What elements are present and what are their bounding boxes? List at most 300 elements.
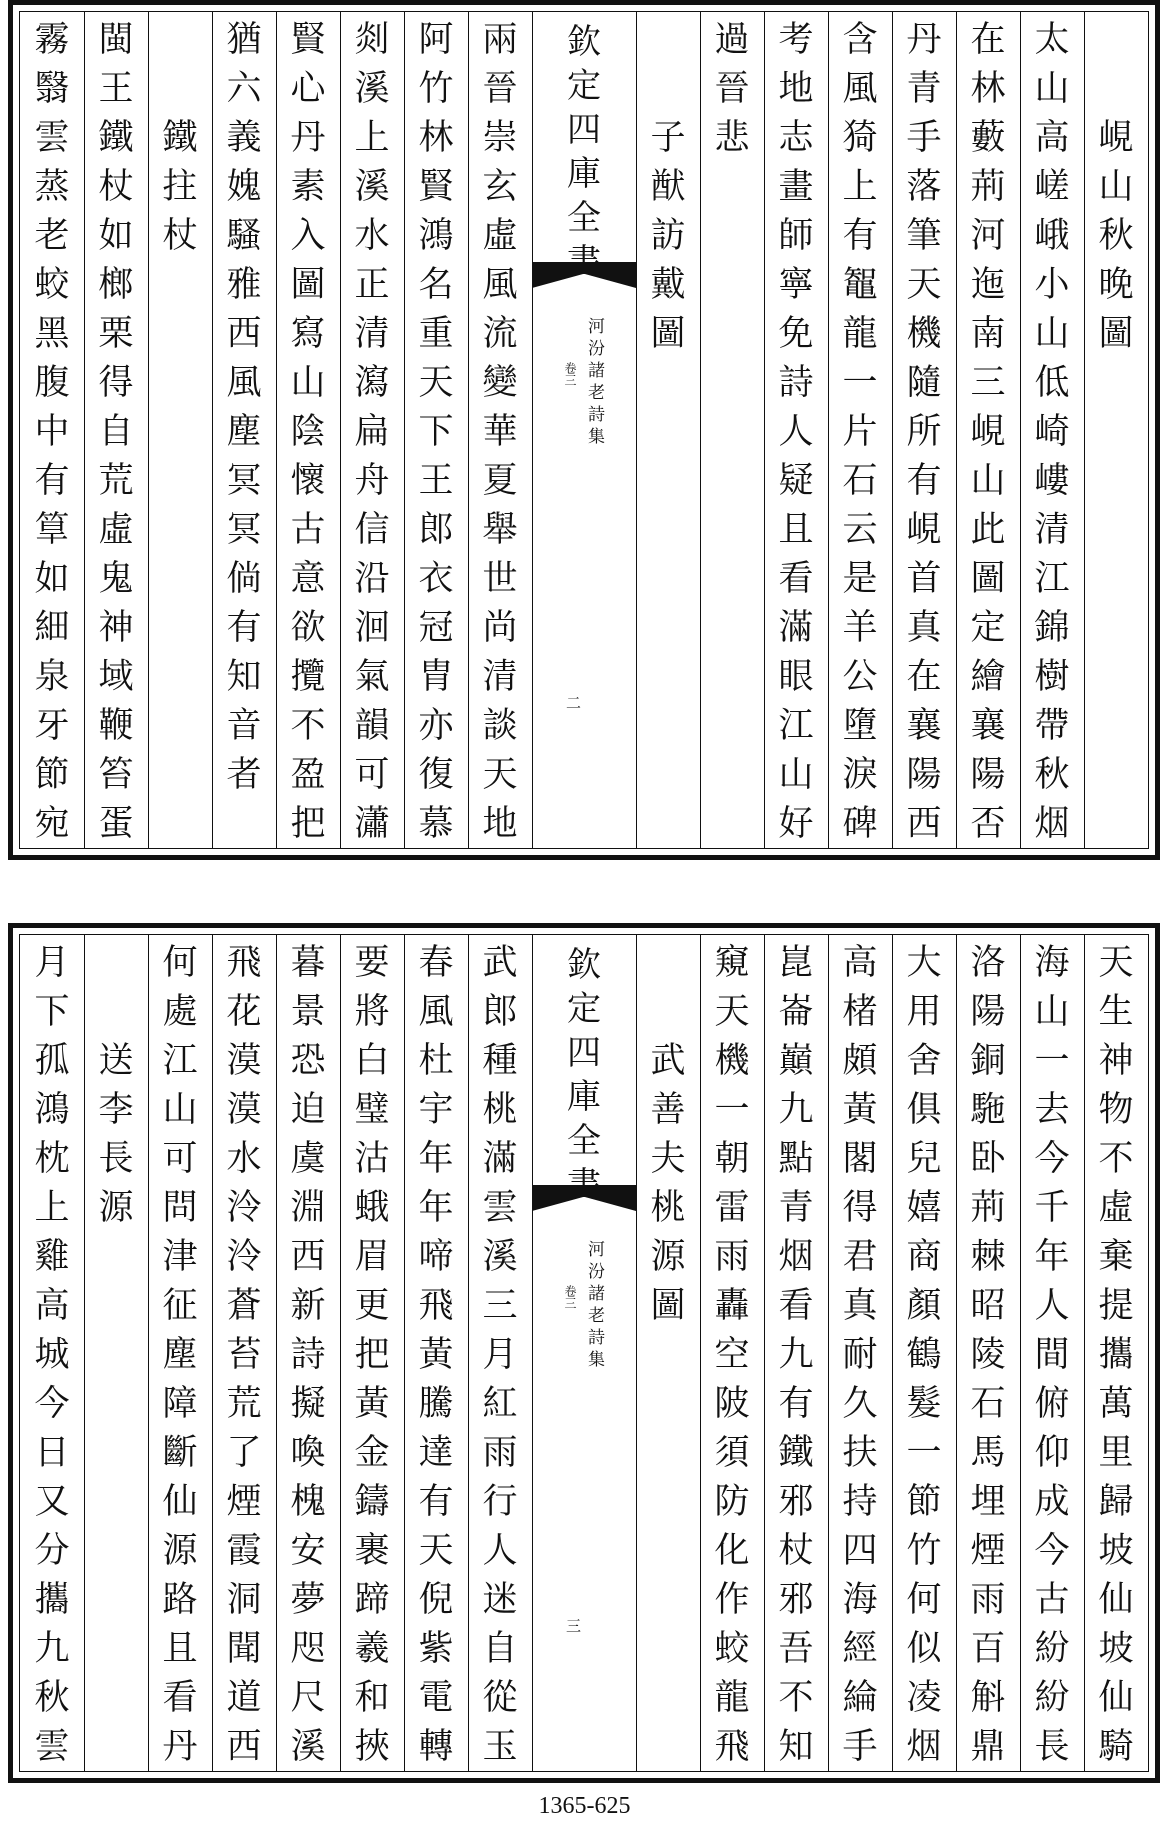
character: 駞 bbox=[970, 1090, 1006, 1130]
text-column bbox=[956, 16, 1020, 844]
character: 經 bbox=[842, 1629, 878, 1669]
character: 四 bbox=[567, 110, 601, 150]
character: 漠 bbox=[226, 1090, 262, 1130]
character: 媿 bbox=[226, 167, 262, 207]
character: 將 bbox=[354, 992, 390, 1032]
character: 太 bbox=[1034, 20, 1070, 60]
column-rule bbox=[212, 12, 213, 848]
library-title bbox=[532, 20, 636, 284]
character: 防 bbox=[714, 1482, 750, 1522]
text-column bbox=[892, 939, 956, 1767]
character: 杖 bbox=[162, 216, 198, 256]
character: 小 bbox=[1034, 265, 1070, 305]
character: 山 bbox=[162, 1090, 198, 1130]
character: 鴻 bbox=[418, 216, 454, 256]
character: 懷 bbox=[290, 461, 326, 501]
juan-label: 卷三 bbox=[563, 1285, 577, 1309]
character: 錦 bbox=[1034, 608, 1070, 648]
character: 水 bbox=[354, 216, 390, 256]
character: 眼 bbox=[778, 657, 814, 697]
character: 襄 bbox=[906, 706, 942, 746]
character: 蛋 bbox=[98, 804, 134, 844]
character: 慕 bbox=[418, 804, 454, 844]
character: 正 bbox=[354, 265, 390, 305]
character: 崇 bbox=[482, 118, 518, 158]
character: 空 bbox=[714, 1335, 750, 1375]
character: 源 bbox=[650, 1237, 686, 1277]
character: 更 bbox=[354, 1286, 390, 1326]
character: 山 bbox=[1034, 992, 1070, 1032]
character: 風 bbox=[418, 992, 454, 1032]
character: 洞 bbox=[226, 1580, 262, 1620]
character: 筸 bbox=[34, 510, 70, 550]
column-rule bbox=[956, 12, 957, 848]
character: 夏 bbox=[482, 461, 518, 501]
character: 諸 bbox=[588, 1284, 605, 1304]
character: 青 bbox=[906, 69, 942, 109]
character: 雨 bbox=[482, 1433, 518, 1473]
character: 腹 bbox=[34, 363, 70, 403]
character: 征 bbox=[162, 1286, 198, 1326]
character: 牙 bbox=[34, 706, 70, 746]
character: 要 bbox=[354, 943, 390, 983]
book-title bbox=[588, 1239, 605, 1371]
character: 何 bbox=[906, 1580, 942, 1620]
character: 今 bbox=[1034, 1531, 1070, 1571]
character: 一 bbox=[714, 1090, 750, 1130]
character: 細 bbox=[34, 608, 70, 648]
character: 高 bbox=[842, 943, 878, 983]
character: 下 bbox=[418, 412, 454, 452]
character: 月 bbox=[482, 1335, 518, 1375]
character: 鐵 bbox=[162, 118, 198, 158]
character: 作 bbox=[714, 1580, 750, 1620]
character: 師 bbox=[778, 216, 814, 256]
character: 全 bbox=[567, 198, 601, 238]
text-column bbox=[1084, 939, 1148, 1767]
character: 荊 bbox=[970, 1188, 1006, 1228]
character: 巔 bbox=[778, 1041, 814, 1081]
character: 卧 bbox=[970, 1139, 1006, 1179]
column-rule bbox=[700, 12, 701, 848]
character: 烟 bbox=[1034, 804, 1070, 844]
juan-label: 卷三 bbox=[563, 362, 577, 386]
character: 龍 bbox=[842, 314, 878, 354]
character: 人 bbox=[482, 1531, 518, 1571]
page-frame bbox=[19, 11, 1149, 849]
character: 寧 bbox=[778, 265, 814, 305]
character: 霞 bbox=[226, 1531, 262, 1571]
column-rule bbox=[1084, 12, 1085, 848]
character: 似 bbox=[906, 1629, 942, 1669]
character: 高 bbox=[34, 1286, 70, 1326]
character: 如 bbox=[98, 216, 134, 256]
character: 年 bbox=[418, 1188, 454, 1228]
character: 夫 bbox=[650, 1139, 686, 1179]
character: 舍 bbox=[906, 1041, 942, 1081]
character: 龍 bbox=[714, 1678, 750, 1718]
column-rule bbox=[340, 935, 341, 1771]
character: 笞 bbox=[98, 755, 134, 795]
character: 玄 bbox=[482, 167, 518, 207]
character: 善 bbox=[650, 1090, 686, 1130]
character: 金 bbox=[354, 1433, 390, 1473]
character: 滿 bbox=[482, 1139, 518, 1179]
character: 騰 bbox=[418, 1384, 454, 1424]
character: 槐 bbox=[290, 1482, 326, 1522]
character: 轟 bbox=[714, 1286, 750, 1326]
character: 峴 bbox=[1098, 118, 1134, 158]
column-rule bbox=[148, 12, 149, 848]
character: 綸 bbox=[842, 1678, 878, 1718]
character: 間 bbox=[1034, 1335, 1070, 1375]
character: 黑 bbox=[34, 314, 70, 354]
character: 低 bbox=[1034, 363, 1070, 403]
character: 氣 bbox=[354, 657, 390, 697]
character: 紫 bbox=[418, 1629, 454, 1669]
character: 汾 bbox=[588, 1262, 605, 1282]
character: 棘 bbox=[970, 1237, 1006, 1277]
character: 提 bbox=[1098, 1286, 1134, 1326]
character: 鶴 bbox=[906, 1335, 942, 1375]
character: 武 bbox=[650, 1041, 686, 1081]
character: 今 bbox=[34, 1384, 70, 1424]
character: 陂 bbox=[714, 1384, 750, 1424]
character: 仙 bbox=[162, 1482, 198, 1522]
character: 紛 bbox=[1034, 1629, 1070, 1669]
character: 杖 bbox=[98, 167, 134, 207]
character: 把 bbox=[354, 1335, 390, 1375]
character: 夢 bbox=[290, 1580, 326, 1620]
character: 心 bbox=[290, 69, 326, 109]
character: 得 bbox=[98, 363, 134, 403]
character: 耐 bbox=[842, 1335, 878, 1375]
character: 海 bbox=[1034, 943, 1070, 983]
text-column bbox=[468, 939, 532, 1767]
character: 天 bbox=[1098, 943, 1134, 983]
character: 亦 bbox=[418, 706, 454, 746]
character: 王 bbox=[418, 461, 454, 501]
character: 持 bbox=[842, 1482, 878, 1522]
character: 河 bbox=[970, 216, 1006, 256]
character: 倘 bbox=[226, 559, 262, 599]
fold-rule bbox=[636, 935, 637, 1771]
character: 墮 bbox=[842, 706, 878, 746]
character: 古 bbox=[290, 510, 326, 550]
character: 又 bbox=[34, 1482, 70, 1522]
character: 兒 bbox=[906, 1139, 942, 1179]
character: 名 bbox=[418, 265, 454, 305]
character: 襄 bbox=[970, 706, 1006, 746]
character: 帶 bbox=[1034, 706, 1070, 746]
character: 雅 bbox=[226, 265, 262, 305]
character: 詩 bbox=[778, 363, 814, 403]
character: 騷 bbox=[226, 216, 262, 256]
character: 一 bbox=[1034, 1041, 1070, 1081]
character: 迫 bbox=[290, 1090, 326, 1130]
character: 藪 bbox=[970, 118, 1006, 158]
character: 看 bbox=[778, 1286, 814, 1326]
character: 山 bbox=[1098, 167, 1134, 207]
character: 阿 bbox=[418, 20, 454, 60]
character: 九 bbox=[778, 1335, 814, 1375]
character: 圖 bbox=[1098, 314, 1134, 354]
character: 石 bbox=[842, 461, 878, 501]
character: 有 bbox=[418, 1482, 454, 1522]
character: 上 bbox=[842, 167, 878, 207]
character: 意 bbox=[290, 559, 326, 599]
character: 猗 bbox=[842, 118, 878, 158]
character: 邪 bbox=[778, 1580, 814, 1620]
character: 山 bbox=[1034, 69, 1070, 109]
character: 蒼 bbox=[226, 1286, 262, 1326]
character: 榔 bbox=[98, 265, 134, 305]
character: 可 bbox=[162, 1139, 198, 1179]
character: 坡 bbox=[1098, 1531, 1134, 1571]
character: 知 bbox=[226, 657, 262, 697]
character: 障 bbox=[162, 1384, 198, 1424]
center-fold-strip bbox=[532, 935, 636, 1771]
character: 滿 bbox=[778, 608, 814, 648]
character: 虛 bbox=[98, 510, 134, 550]
character: 素 bbox=[290, 167, 326, 207]
character: 攜 bbox=[34, 1580, 70, 1620]
center-fold-strip bbox=[532, 12, 636, 848]
character: 得 bbox=[842, 1188, 878, 1228]
character: 武 bbox=[482, 943, 518, 983]
character: 王 bbox=[98, 69, 134, 109]
character: 塵 bbox=[226, 412, 262, 452]
character: 筆 bbox=[906, 216, 942, 256]
character: 聞 bbox=[226, 1629, 262, 1669]
character: 欲 bbox=[290, 608, 326, 648]
character: 陽 bbox=[906, 755, 942, 795]
character: 昭 bbox=[970, 1286, 1006, 1326]
character: 吾 bbox=[778, 1629, 814, 1669]
character: 晉 bbox=[714, 69, 750, 109]
character: 萬 bbox=[1098, 1384, 1134, 1424]
character: 林 bbox=[970, 69, 1006, 109]
text-column bbox=[212, 16, 276, 844]
character: 自 bbox=[482, 1629, 518, 1669]
character: 重 bbox=[418, 314, 454, 354]
text-column bbox=[828, 939, 892, 1767]
character: 嶁 bbox=[1034, 461, 1070, 501]
character: 復 bbox=[418, 755, 454, 795]
character: 秋 bbox=[34, 1678, 70, 1718]
character: 白 bbox=[354, 1041, 390, 1081]
character: 歸 bbox=[1098, 1482, 1134, 1522]
character: 宛 bbox=[34, 804, 70, 844]
character: 喚 bbox=[290, 1433, 326, 1473]
text-column bbox=[1020, 16, 1084, 844]
character: 有 bbox=[226, 608, 262, 648]
character: 是 bbox=[842, 559, 878, 599]
character: 沽 bbox=[354, 1139, 390, 1179]
character: 義 bbox=[226, 118, 262, 158]
character: 欽 bbox=[567, 945, 601, 985]
column-rule bbox=[468, 935, 469, 1771]
character: 圖 bbox=[650, 314, 686, 354]
character: 尺 bbox=[290, 1678, 326, 1718]
character: 年 bbox=[418, 1139, 454, 1179]
character: 疑 bbox=[778, 461, 814, 501]
character: 和 bbox=[354, 1678, 390, 1718]
character: 峴 bbox=[906, 510, 942, 550]
character: 處 bbox=[162, 992, 198, 1032]
character: 鴻 bbox=[34, 1090, 70, 1130]
character: 悲 bbox=[714, 118, 750, 158]
character: 雲 bbox=[34, 118, 70, 158]
character: 擬 bbox=[290, 1384, 326, 1424]
character: 手 bbox=[842, 1727, 878, 1767]
character: 舟 bbox=[354, 461, 390, 501]
character: 用 bbox=[906, 992, 942, 1032]
character: 桃 bbox=[482, 1090, 518, 1130]
character: 六 bbox=[226, 69, 262, 109]
character: 津 bbox=[162, 1237, 198, 1277]
character: 看 bbox=[162, 1678, 198, 1718]
character: 且 bbox=[162, 1629, 198, 1669]
character: 新 bbox=[290, 1286, 326, 1326]
character: 中 bbox=[34, 412, 70, 452]
character: 霧 bbox=[34, 20, 70, 60]
character: 竹 bbox=[418, 69, 454, 109]
character: 俱 bbox=[906, 1090, 942, 1130]
character: 天 bbox=[906, 265, 942, 305]
character: 仰 bbox=[1034, 1433, 1070, 1473]
character: 韻 bbox=[354, 706, 390, 746]
character: 邪 bbox=[778, 1482, 814, 1522]
character: 有 bbox=[842, 216, 878, 256]
text-column bbox=[892, 16, 956, 844]
character: 咫 bbox=[290, 1629, 326, 1669]
character: 羊 bbox=[842, 608, 878, 648]
character: 杜 bbox=[418, 1041, 454, 1081]
character: 朝 bbox=[714, 1139, 750, 1179]
character: 域 bbox=[98, 657, 134, 697]
character: 天 bbox=[418, 363, 454, 403]
character: 蛾 bbox=[354, 1188, 390, 1228]
page-upper bbox=[8, 0, 1160, 860]
text-column bbox=[764, 16, 828, 844]
character: 鐵 bbox=[98, 118, 134, 158]
character: 嬉 bbox=[906, 1188, 942, 1228]
character: 嵯 bbox=[1034, 167, 1070, 207]
character: 古 bbox=[1034, 1580, 1070, 1620]
character: 繪 bbox=[970, 657, 1006, 697]
character: 免 bbox=[778, 314, 814, 354]
character: 世 bbox=[482, 559, 518, 599]
character: 裹 bbox=[354, 1531, 390, 1571]
column-rule bbox=[84, 12, 85, 848]
character: 眉 bbox=[354, 1237, 390, 1277]
character: 泠 bbox=[226, 1237, 262, 1277]
character: 璧 bbox=[354, 1090, 390, 1130]
character: 風 bbox=[226, 363, 262, 403]
character: 音 bbox=[226, 706, 262, 746]
column-rule bbox=[892, 935, 893, 1771]
column-rule bbox=[276, 935, 277, 1771]
character: 人 bbox=[778, 412, 814, 452]
character: 源 bbox=[98, 1188, 134, 1228]
character: 公 bbox=[842, 657, 878, 697]
character: 窺 bbox=[714, 943, 750, 983]
character: 大 bbox=[906, 943, 942, 983]
character: 泠 bbox=[226, 1188, 262, 1228]
character: 洛 bbox=[970, 943, 1006, 983]
character: 尚 bbox=[482, 608, 518, 648]
character: 電 bbox=[418, 1678, 454, 1718]
character: 須 bbox=[714, 1433, 750, 1473]
character: 長 bbox=[1034, 1727, 1070, 1767]
page-lower bbox=[8, 923, 1160, 1783]
column-rule bbox=[1020, 935, 1021, 1771]
character: 峨 bbox=[1034, 216, 1070, 256]
character: 詩 bbox=[588, 405, 605, 425]
character: 陵 bbox=[970, 1335, 1006, 1375]
character: 飛 bbox=[226, 943, 262, 983]
character: 集 bbox=[588, 1350, 605, 1370]
character: 荊 bbox=[970, 167, 1006, 207]
character: 猷 bbox=[650, 167, 686, 207]
character: 九 bbox=[34, 1629, 70, 1669]
character: 楮 bbox=[842, 992, 878, 1032]
character: 談 bbox=[482, 706, 518, 746]
character: 溪 bbox=[354, 69, 390, 109]
text-column bbox=[148, 939, 212, 1767]
character: 峴 bbox=[970, 412, 1006, 452]
character: 定 bbox=[567, 66, 601, 106]
character: 了 bbox=[226, 1433, 262, 1473]
character: 送 bbox=[98, 1041, 134, 1081]
character: 安 bbox=[290, 1531, 326, 1571]
text-column bbox=[148, 16, 212, 844]
character: 盈 bbox=[290, 755, 326, 795]
character: 從 bbox=[482, 1678, 518, 1718]
character: 一 bbox=[906, 1433, 942, 1473]
character: 訪 bbox=[650, 216, 686, 256]
character: 四 bbox=[567, 1033, 601, 1073]
column-rule bbox=[764, 12, 765, 848]
character: 郎 bbox=[418, 510, 454, 550]
character: 丹 bbox=[906, 20, 942, 60]
character: 猶 bbox=[226, 20, 262, 60]
character: 去 bbox=[1034, 1090, 1070, 1130]
character: 種 bbox=[482, 1041, 518, 1081]
character: 風 bbox=[842, 69, 878, 109]
character: 入 bbox=[290, 216, 326, 256]
character: 坡 bbox=[1098, 1629, 1134, 1669]
character: 鬼 bbox=[98, 559, 134, 599]
character: 挾 bbox=[354, 1727, 390, 1767]
character: 成 bbox=[1034, 1482, 1070, 1522]
character: 陽 bbox=[970, 755, 1006, 795]
character: 鞭 bbox=[98, 706, 134, 746]
character: 石 bbox=[970, 1384, 1006, 1424]
character: 鑄 bbox=[354, 1482, 390, 1522]
character: 集 bbox=[588, 427, 605, 447]
character: 冥 bbox=[226, 461, 262, 501]
character: 黃 bbox=[354, 1384, 390, 1424]
character: 君 bbox=[842, 1237, 878, 1277]
character: 人 bbox=[1034, 1286, 1070, 1326]
text-column bbox=[700, 16, 764, 844]
character: 西 bbox=[906, 804, 942, 844]
character: 一 bbox=[842, 363, 878, 403]
character: 如 bbox=[34, 559, 70, 599]
character: 洄 bbox=[354, 608, 390, 648]
